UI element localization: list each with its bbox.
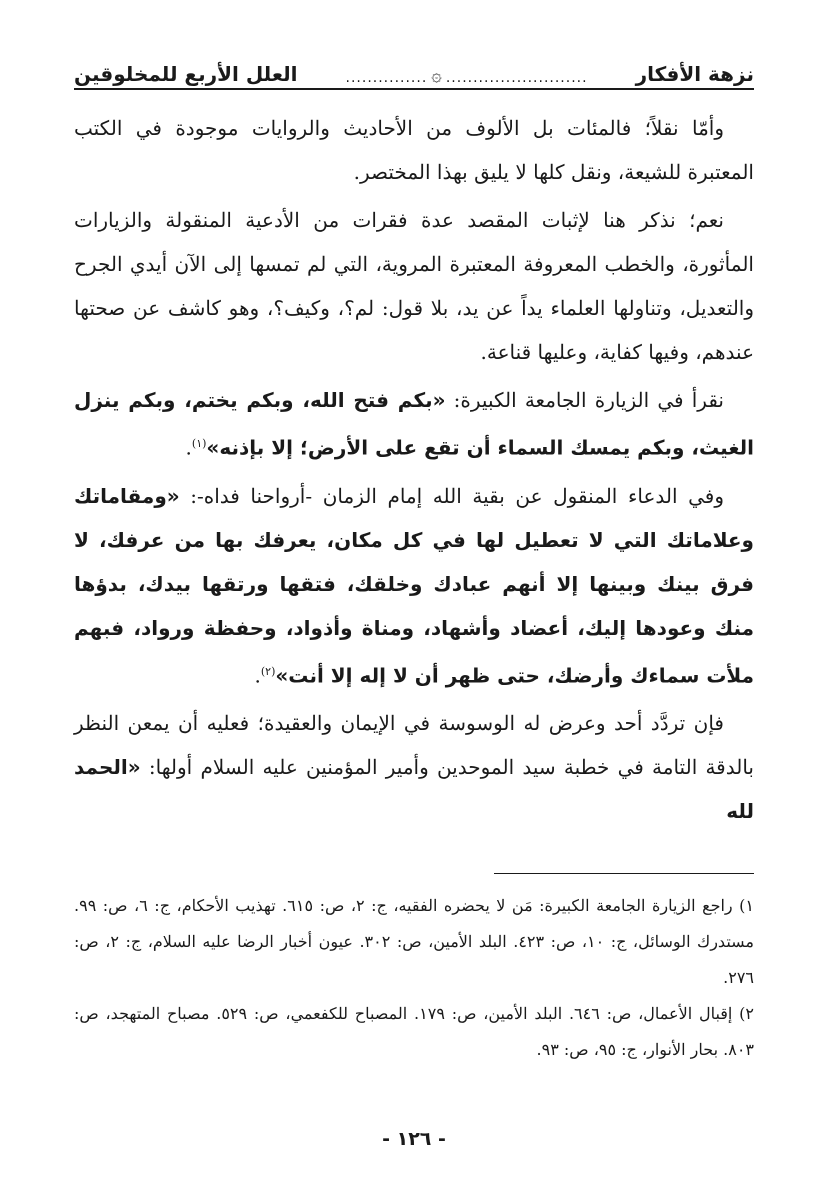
ornament-icon: ۞ [431,65,442,86]
paragraph [74,378,754,470]
quoted-text: «ومقاماتك وعلاماتك التي لا تعطيل لها في كل مكان، يعرفك بها من عرفك، لا فرق بينك وبينها إلا أنهم عبادك وخلقك، فتقها ورتقها بيدك، بدؤها منك وعودها إليك، أعضاد وأشهاد، ومناة وأذواد، وحفظة ورواد، فبهم ملأت سماءك وأرضك، حتى ظهر أن لا إله إلا أنت» [74,483,754,688]
running-header [74,50,754,90]
header-dots [298,65,636,86]
footnote-divider [494,873,754,874]
footnotes [74,888,754,1068]
paragraph-text: فإن تردَّد أحد وعرض له الوسوسة في الإيمان والعقيدة؛ فعليه أن يمعن النظر بالدقة التامة في خطبة سيد الموحدين وأمير المؤمنين عليه السلام أولها: [74,711,754,780]
paragraph [74,701,754,833]
page-number: - ١٢٦ - [382,1128,446,1150]
dots-right: .......................... [445,70,588,86]
paragraph-end: . [185,435,192,460]
paragraph [74,198,754,374]
paragraph [74,106,754,194]
footnote-ref: (٢) [260,664,276,678]
paragraph-end: . [254,663,261,688]
paragraph-text: نقرأ في الزيارة الجامعة الكبيرة: [445,388,724,412]
dots-left: ............... [345,70,428,86]
footnote: ١) راجع الزيارة الجامعة الكبيرة: مَن لا يحضره الفقيه، ج: ٢، ص: ٦١٥. تهذيب الأحكام، ج: ٦، ص: ٩٩. مستدرك الوسائل، ج: ١٠، ص: ٤٢٣. البلد الأمين، ص: ٣٠٢. عيون أخبار الرضا عليه السلام، ج: ٢، ص: ٢٧٦. [74,896,755,988]
book-title: نزهة الأفكار [635,62,754,86]
paragraph [74,474,754,698]
footnote: ٢) إقبال الأعمال، ص: ٦٤٦. البلد الأمين، ص: ١٧٩. المصباح للكفعمي، ص: ٥٢٩. مصباح المتهجد، ص: ٨٠٣. بحار الأنوار، ج: ٩٥، ص: ٩٣. [74,1004,754,1060]
page [74,50,754,1068]
quoted-text: «بكم فتح الله، وبكم يختم، وبكم ينزل الغيث، وبكم يمسك السماء أن تقع على الأرض؛ إلا بإذنه» [74,388,754,460]
paragraph-text: نعم؛ نذكر هنا لإثبات المقصد عدة فقرات من الأدعية المنقولة والزيارات المأثورة، والخطب المعروفة المعتبرة المروية، التي لم تمسها إلى الآن أيدي الجرح والتعديل، وتناولها العلماء يداً عن يد، بلا قول: لم؟، وكيف؟، وهو كاشف عن صحتها عندهم، وفيها كفاية، وعليها قناعة. [74,208,754,364]
paragraph-text: وأمّا نقلاً؛ فالمئات بل الألوف من الأحاديث والروايات موجودة في الكتب المعتبرة للشيعة، ونقل كلها لا يليق بهذا المختصر. [74,116,754,184]
quoted-text: «الحمد لله [74,755,754,824]
chapter-title: العلل الأربع للمخلوقين [74,62,298,86]
body-text [74,106,754,833]
paragraph-text: وفي الدعاء المنقول عن بقية الله إمام الزمان -أرواحنا فداه-: [179,483,724,508]
footnote-ref: (١) [191,437,207,450]
